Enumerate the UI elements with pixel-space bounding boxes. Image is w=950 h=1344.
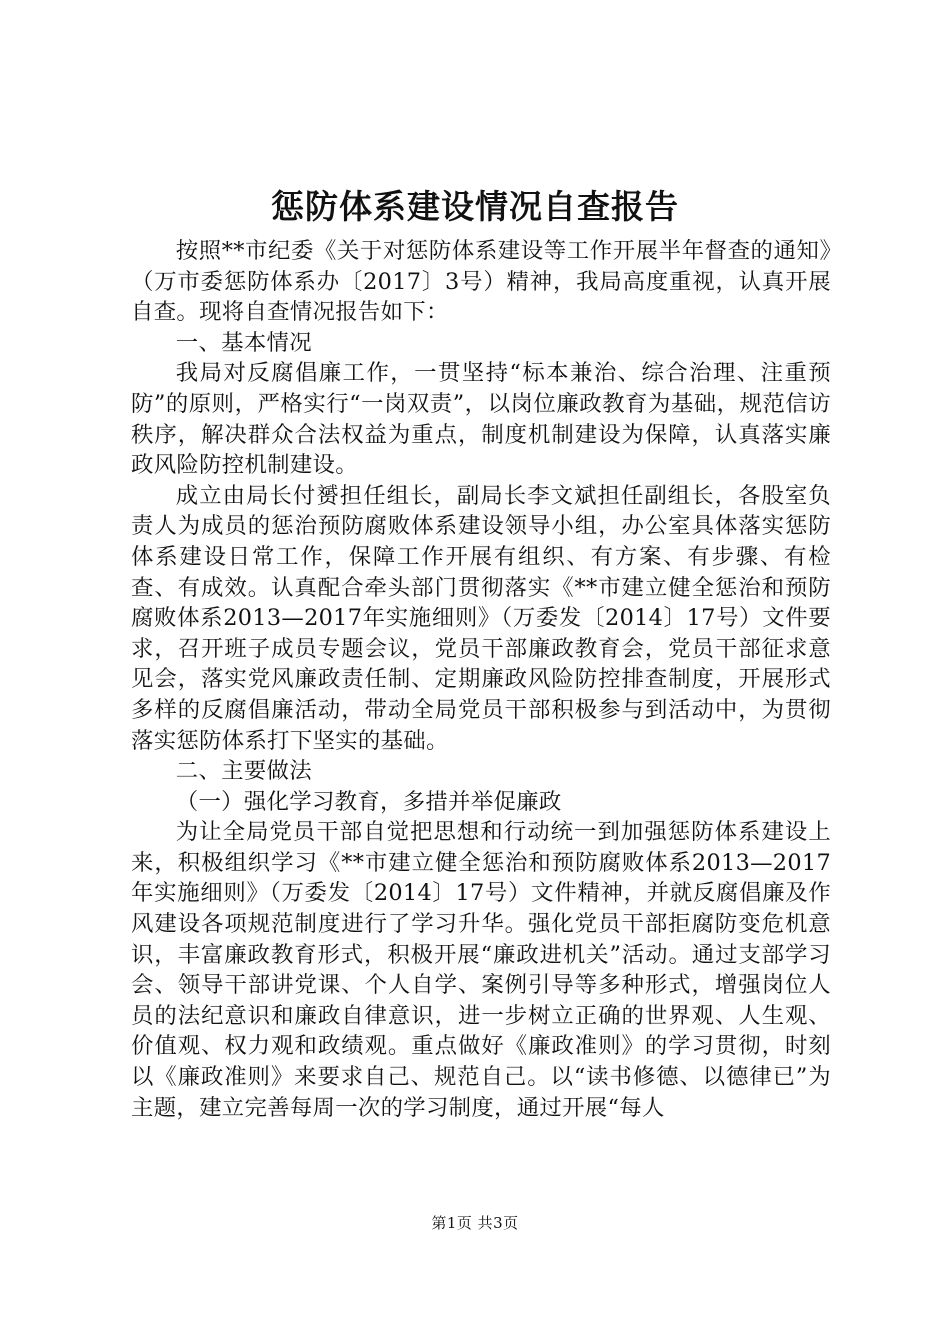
paragraph-leading-group: 成立由局长付赟担任组长，副局长李文斌担任副组长，各股室负责人为成员的惩治预防腐败体系建设领导小组，办公室具体落实惩防体系建设日常工作，保障工作开展有组织、有方案、有步骤、有检查、有成效。认真配合牵头部门贯彻落实《**市建立健全惩治和预防腐败体系2013—2017年实施细则》（万委发〔2014〕17号）文件要求，召开班子成员专题会议，党员干部廉政教育会，党员干部征求意见会，落实党风廉政责任制、定期廉政风险防控排查制度，开展形式多样的反腐倡廉活动，带动全局党员干部积极参与到活动中，为贯彻落实惩防体系打下坚实的基础。 — [131, 482, 831, 754]
section-heading-main-practices: 二、主要做法 — [175, 758, 312, 785]
paragraph-principles: 我局对反腐倡廉工作，一贯坚持“标本兼治、综合治理、注重预防”的原则，严格实行“一岗双责”，以岗位廉政教育为基础，规范信访秩序，解决群众合法权益为重点，制度机制建设为保障，认真落实廉政风险防控机制建设。 — [131, 360, 831, 479]
subsection-heading-study-education: （一）强化学习教育，多措并举促廉政 — [175, 788, 562, 815]
page-number-footer: 第1页 共3页 — [431, 1214, 519, 1232]
paragraph-study-education: 为让全局党员干部自觉把思想和行动统一到加强惩防体系建设上来，积极组织学习《**市建立健全惩治和预防腐败体系2013—2017年实施细则》（万委发〔2014〕17号）文件精神，并就反腐倡廉及作风建设各项规范制度进行了学习升华。强化党员干部拒腐防变危机意识，丰富廉政教育形式，积极开展“廉政进机关”活动。通过支部学习会、领导干部讲党课、个人自学、案例引导等多种形式，增强岗位人员的法纪意识和廉政自律意识，进一步树立正确的世界观、人生观、价值观、权力观和政绩观。重点做好《廉政准则》的学习贯彻，时刻以《廉政准则》来要求自己、规范自己。以“读书修德、以德律已”为主题，建立完善每周一次的学习制度，通过开展“每人 — [131, 819, 831, 1121]
document-body — [131, 236, 831, 1123]
section-heading-basic-situation: 一、基本情况 — [175, 329, 312, 356]
document-title: 惩防体系建设情况自查报告 — [271, 187, 679, 226]
paragraph-intro: 按照**市纪委《关于对惩防体系建设等工作开展半年督查的通知》（万市委惩防体系办〔2017〕3号）精神，我局高度重视，认真开展自查。现将自查情况报告如下： — [131, 238, 831, 326]
